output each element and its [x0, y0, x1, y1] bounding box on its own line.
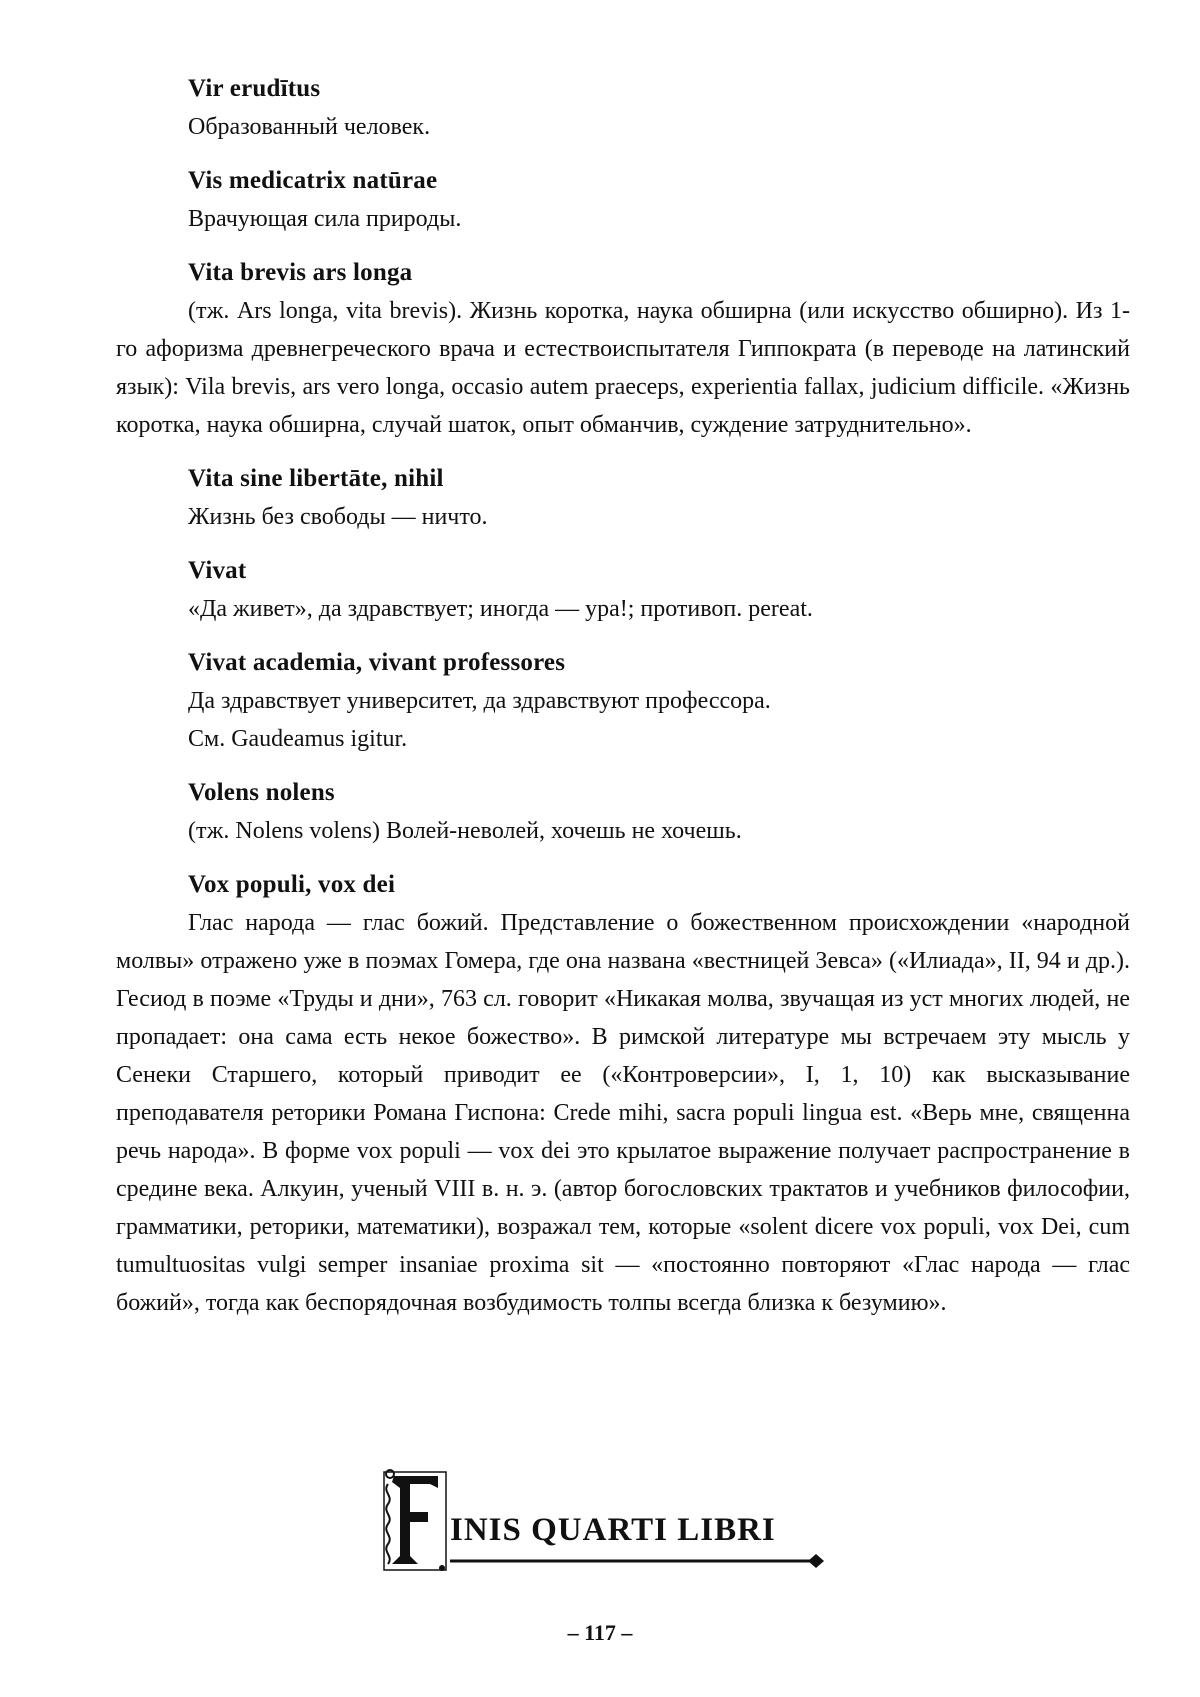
entry-term: Vir erudītus — [188, 75, 321, 102]
entry-definition: Жизнь без свободы — ничто. — [188, 504, 488, 530]
entry-term: Volens nolens — [188, 779, 335, 806]
entry-vivat — [116, 552, 1130, 628]
entry-cross-reference: См. Gaudeamus igitur. — [188, 726, 408, 752]
entry-term: Vivat — [188, 557, 247, 584]
entry-definition: (тж. Ars longa, vita brevis). Жизнь коротка, наука обширна (или искусство обширно). Из 1-го афоризма древнегреческого врача и естествоиспытателя Гиппократа (в переводе на латинский язык): Vila brevis, ars vero longa, occasio autem praeceps, experientia fallax, judicium difficile. «Жизнь коротка, наука обширна, случай шаток, опыт обманчив, суждение затруднительно». — [116, 298, 1130, 438]
entry-definition: (тж. Nolens volens) Волей-неволей, хочешь не хочешь. — [188, 818, 742, 844]
entry-vis-medicatrix-naturae — [116, 162, 1130, 238]
dictionary-page — [116, 70, 1130, 1338]
entry-vivat-academia — [116, 644, 1130, 758]
finis-caption: INIS QUARTI LIBRI — [450, 1512, 776, 1548]
entry-volens-nolens — [116, 774, 1130, 850]
entry-vita-brevis — [116, 254, 1130, 444]
entry-term: Vita brevis ars longa — [188, 259, 413, 286]
entry-term: Vita sine libertāte, nihil — [188, 465, 444, 492]
entry-definition: «Да живет», да здравствует; иногда — ура!; противоп. pereat. — [188, 596, 813, 622]
entry-definition: Образованный человек. — [188, 114, 431, 140]
page-number: – 117 – — [567, 1620, 633, 1645]
entry-definition: Врачующая сила природы. — [188, 206, 462, 232]
entry-term: Vis medicatrix natūrae — [188, 167, 438, 194]
entry-vita-sine-libertate — [116, 460, 1130, 536]
finis-rule — [450, 1554, 830, 1568]
entry-vox-populi — [116, 866, 1130, 1322]
entry-term: Vivat academia, vivant professores — [188, 649, 566, 676]
entry-term: Vox populi, vox dei — [188, 871, 396, 898]
entry-definition: Глас народа — глас божий. Представление о божественном происхождении «народной молвы» отражено уже в поэмах Гомера, где она названа «вестницей Зевса» («Илиада», II, 94 и др.). Гесиод в поэме «Труды и дни», 763 сл. говорит «Никакая молва, звучащая из уст многих людей, не пропадает: она сама есть некое божество». В римской литературе мы встречаем эту мысль у Сенеки Старшего, который приводит ее («Контроверсии», I, 1, 10) как высказывание преподавателя реторики Романа Гиспона: Crede mihi, sacra populi lingua est. «Верь мне, священна речь народа». В форме vox populi — vox dei это крылатое выражение получает распространение в средине века. Алкуин, ученый VIII в. н. э. (автор богословских трактатов и учебников философии, грамматики, реторики, математики), возражал тем, которые «solent dicere vox populi, vox Dei, cum tumultuositas vulgi semper insaniae proxima sit — «постоянно повторяют «Глас народа — глас божий», тогда как беспорядочная возбудимость толпы всегда близка к безумию». — [116, 910, 1130, 1316]
finis-ornament — [380, 1466, 880, 1576]
entry-definition: Да здравствует университет, да здравствуют профессора. — [188, 688, 771, 714]
ornamental-initial-f — [380, 1466, 450, 1574]
entry-vir-eruditus — [116, 70, 1130, 146]
